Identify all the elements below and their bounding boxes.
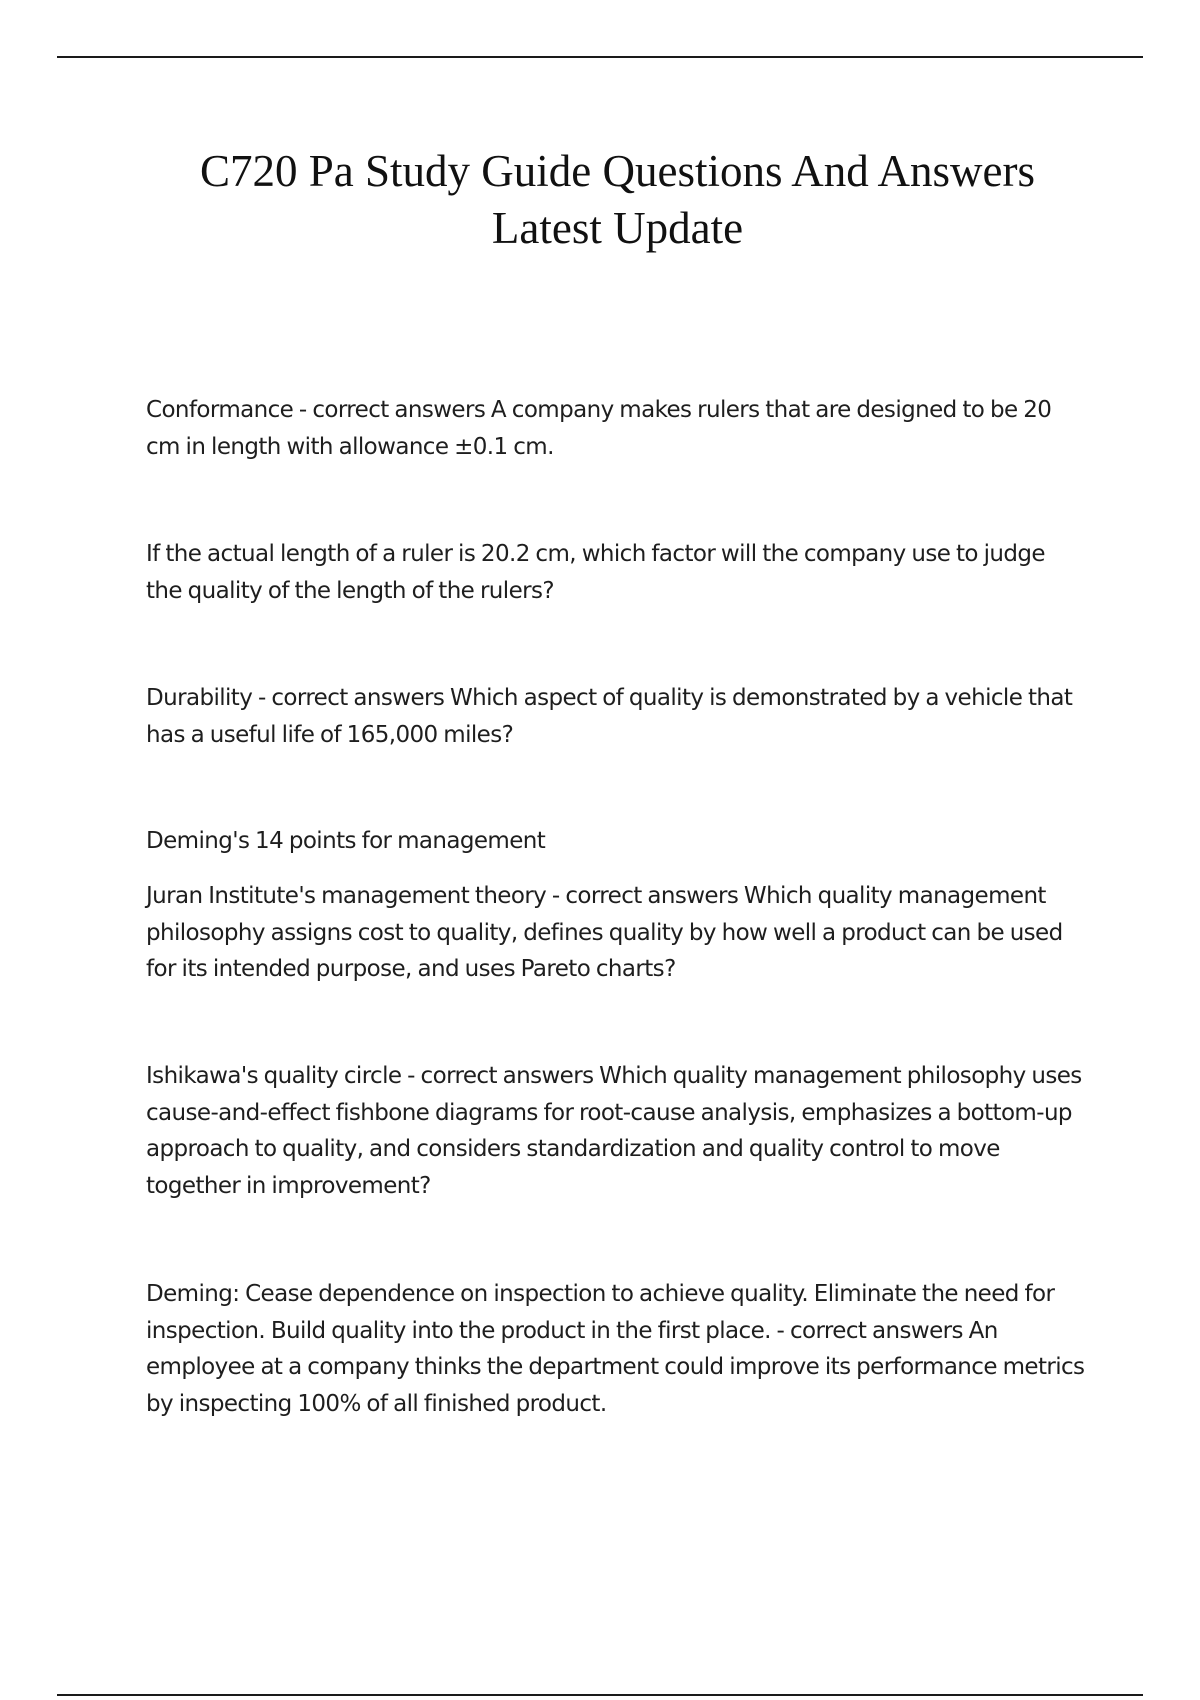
document-title bbox=[120, 143, 1115, 257]
paragraph-durability: Durability - correct answers Which aspect of quality is demonstrated by a vehicle that has a useful life of 165,000 miles? bbox=[146, 685, 1073, 748]
paragraph-ishikawa: Ishikawa's quality circle - correct answers Which quality management philosophy uses cause-and-effect fishbone diagrams for root-cause analysis, emphasizes a bottom-up approach to quality, and considers standardization and quality control to move together in improvement? bbox=[146, 1063, 1082, 1199]
title-line-2: Latest Update bbox=[491, 203, 744, 253]
title-line-1: C720 Pa Study Guide Questions And Answers bbox=[199, 146, 1036, 196]
bottom-divider bbox=[57, 1694, 1143, 1696]
paragraph-ruler-question: If the actual length of a ruler is 20.2 cm, which factor will the company use to judge the quality of the length of the rulers? bbox=[146, 541, 1045, 604]
paragraph-deming-inspection: Deming: Cease dependence on inspection to achieve quality. Eliminate the need for inspection. Build quality into the product in the first place. - correct answers An employee at a company thinks the department could improve its performance metrics by inspecting 100% of all finished product. bbox=[146, 1281, 1085, 1417]
paragraph-conformance: Conformance - correct answers A company makes rulers that are designed to be 20 cm in length with allowance ±0.1 cm. bbox=[146, 397, 1052, 460]
top-divider bbox=[57, 56, 1143, 58]
paragraph-deming-points: Deming's 14 points for management bbox=[146, 828, 546, 854]
paragraph-juran: Juran Institute's management theory - correct answers Which quality management philosophy assigns cost to quality, defines quality by how well a product can be used for its intended purpose, and uses Pareto charts? bbox=[146, 883, 1063, 982]
